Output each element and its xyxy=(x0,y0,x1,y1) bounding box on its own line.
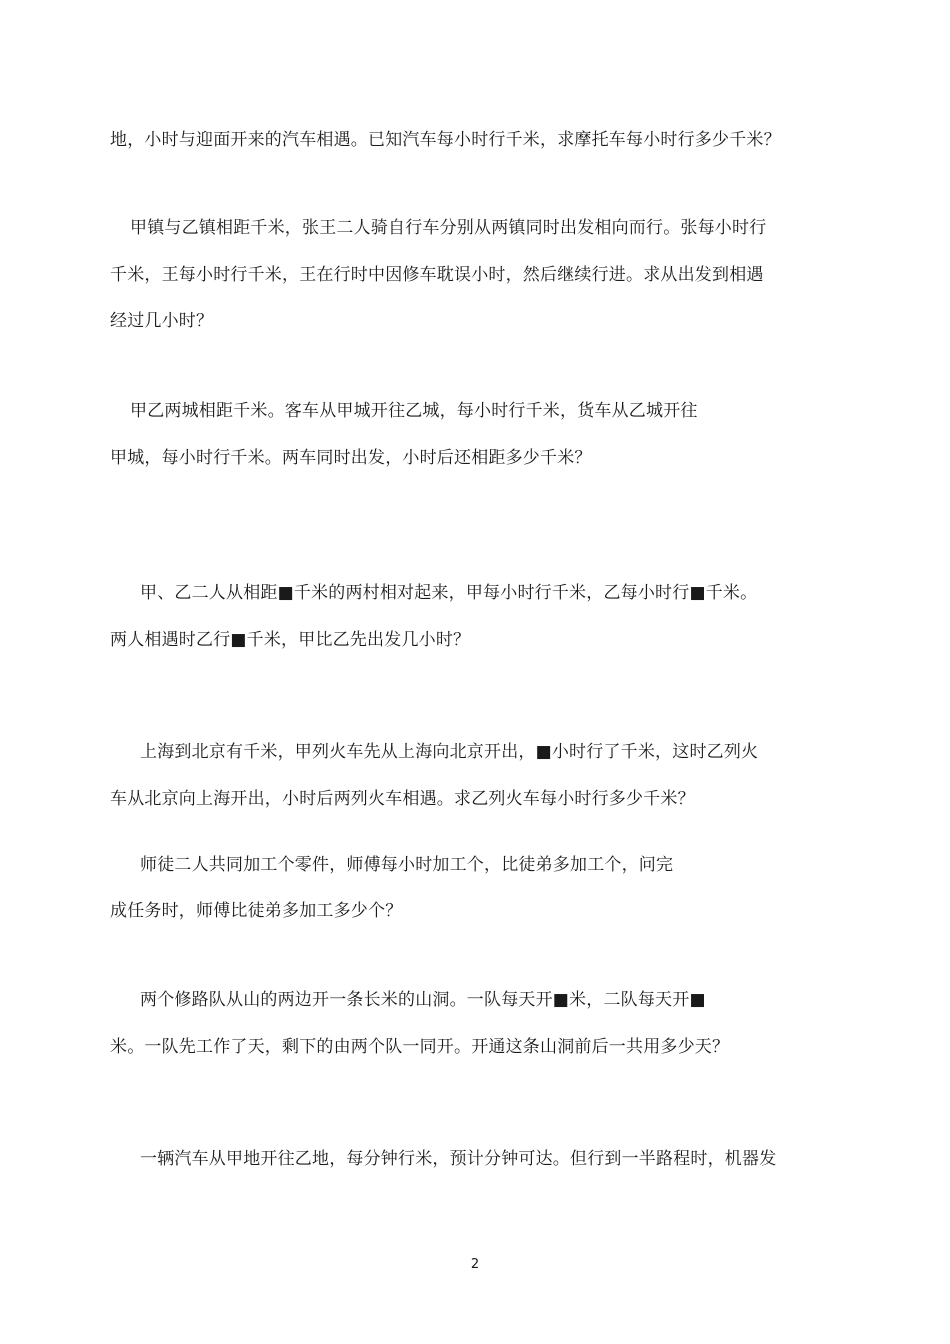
paragraph-3-line-2: 甲城，每小时行千米。两车同时出发，小时后还相距多少千米？ xyxy=(110,448,592,468)
paragraph-3-line-1: 甲乙两城相距千米。客车从甲城开往乙城，每小时行千米，货车从乙城开往 xyxy=(130,401,698,421)
paragraph-6-line-1: 师徒二人共同加工个零件，师傅每小时加工个，比徒弟多加工个，问完 xyxy=(140,855,674,875)
paragraph-4-line-2: 两人相遇时乙行■千米，甲比乙先出发几小时？ xyxy=(110,630,471,650)
paragraph-2-line-3: 经过几小时？ xyxy=(110,311,214,331)
paragraph-5-line-1: 上海到北京有千米，甲列火车先从上海向北京开出，■小时行了千米，这时乙列火 xyxy=(140,742,759,762)
page-number: 2 xyxy=(470,1257,480,1272)
paragraph-7-line-2: 米。一队先工作了天，剩下的由两个队一同开。开通这条山洞前后一共用多少天？ xyxy=(110,1037,730,1057)
paragraph-4-line-1: 甲、乙二人从相距■千米的两村相对起来，甲每小时行千米，乙每小时行■千米。 xyxy=(140,583,758,603)
paragraph-8-line-1: 一辆汽车从甲地开往乙地，每分钟行米，预计分钟可达。但行到一半路程时，机器发 xyxy=(140,1149,777,1169)
paragraph-1-line-1: 地，小时与迎面开来的汽车相遇。已知汽车每小时行千米，求摩托车每小时行多少千米？ xyxy=(110,130,781,150)
paragraph-7-line-1: 两个修路队从山的两边开一条长米的山洞。一队每天开■米，二队每天开■ xyxy=(140,990,706,1010)
paragraph-2-line-2: 千米，王每小时行千米，王在行时中因修车耽误小时，然后继续行进。求从出发到相遇 xyxy=(110,265,764,285)
paragraph-6-line-2: 成任务时，师傅比徒弟多加工多少个？ xyxy=(110,901,403,921)
paragraph-5-line-2: 车从北京向上海开出，小时后两列火车相遇。求乙列火车每小时行多少千米？ xyxy=(110,789,695,809)
paragraph-2-line-1: 甲镇与乙镇相距千米，张王二人骑自行车分别从两镇同时出发相向而行。张每小时行 xyxy=(130,218,767,238)
